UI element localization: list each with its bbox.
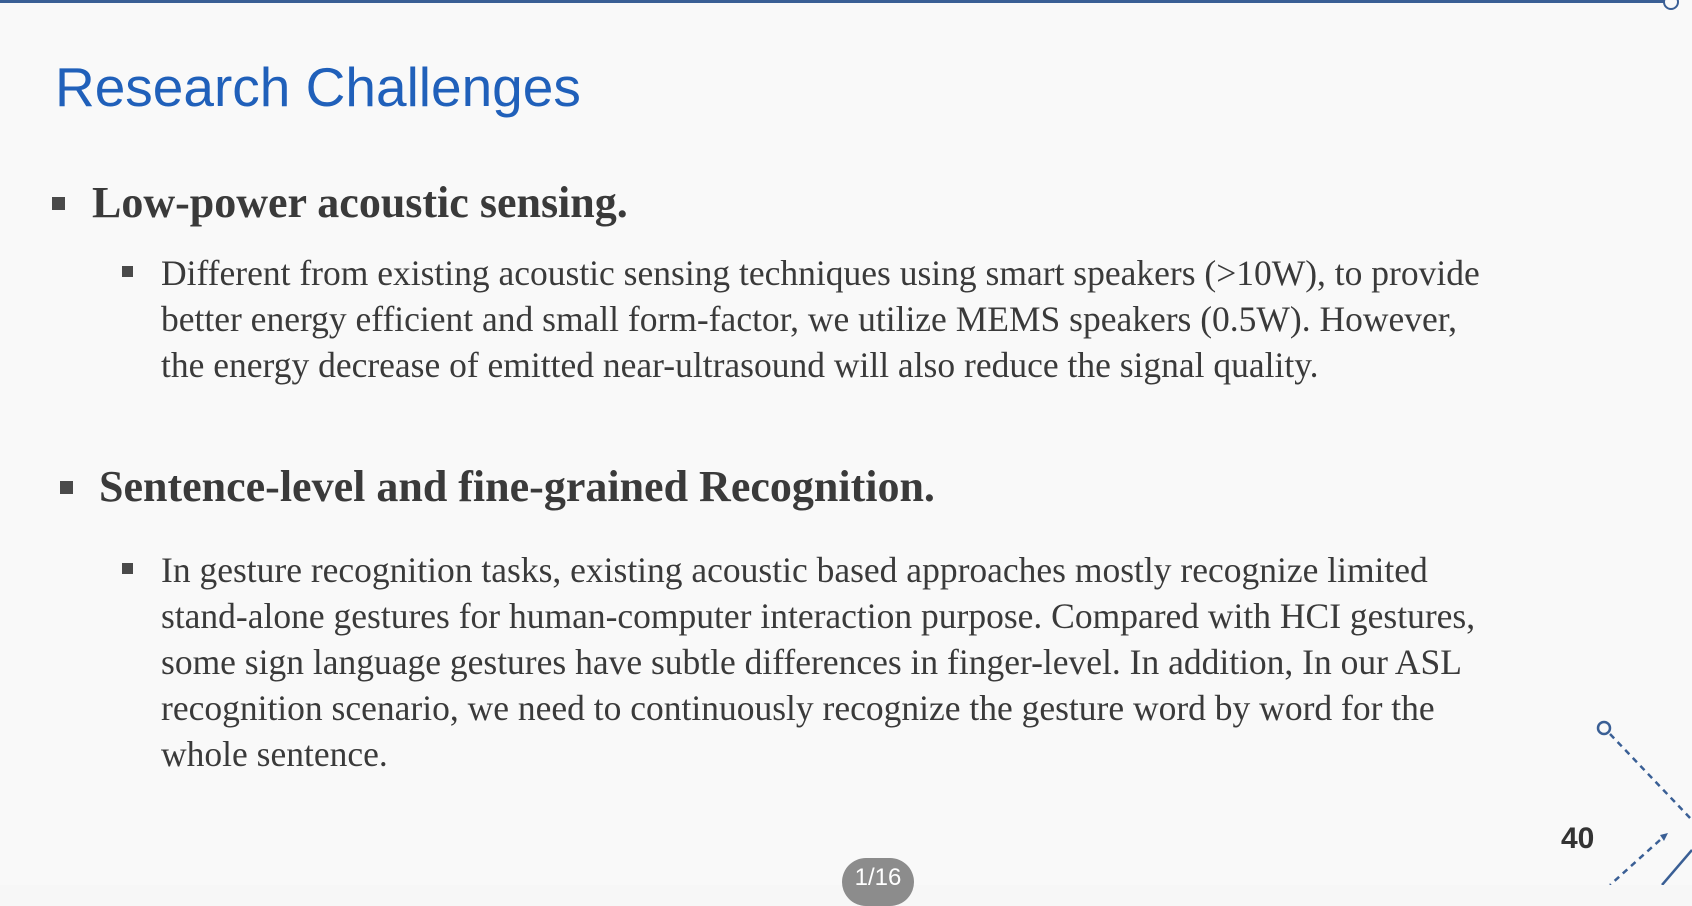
sub-bullet-square [122, 563, 133, 574]
page-indicator[interactable]: 1/16 [842, 858, 914, 906]
body-line: whole sentence. [161, 734, 388, 774]
body-line: stand-alone gestures for human-computer interaction purpose. Compared with HCI gestures, [161, 596, 1476, 636]
section-body-sentence-level [161, 547, 1601, 777]
body-line: the energy decrease of emitted near-ultrasound will also reduce the signal quality. [161, 345, 1319, 385]
top-accent-circle [1663, 0, 1679, 10]
sub-bullet-square [122, 266, 133, 277]
slide-page-number: 40 [1561, 822, 1595, 855]
slide-title: Research Challenges [55, 56, 581, 118]
section-body-low-power [161, 250, 1601, 388]
section-heading-low-power: Low-power acoustic sensing. [92, 178, 628, 227]
corner-decoration [1590, 710, 1692, 885]
bullet-square [60, 481, 73, 494]
body-line: some sign language gestures have subtle differences in finger-level. In addition, In our ASL [161, 642, 1462, 682]
section-heading-sentence-level: Sentence-level and fine-grained Recognition. [99, 462, 935, 511]
body-line: In gesture recognition tasks, existing acoustic based approaches mostly recognize limited [161, 550, 1428, 590]
bullet-square [52, 197, 65, 210]
body-line: Different from existing acoustic sensing techniques using smart speakers (>10W), to provide [161, 253, 1480, 293]
top-accent-line [0, 0, 1672, 3]
body-line: recognition scenario, we need to continuously recognize the gesture word by word for the [161, 688, 1435, 728]
body-line: better energy efficient and small form-factor, we utilize MEMS speakers (0.5W). However, [161, 299, 1458, 339]
